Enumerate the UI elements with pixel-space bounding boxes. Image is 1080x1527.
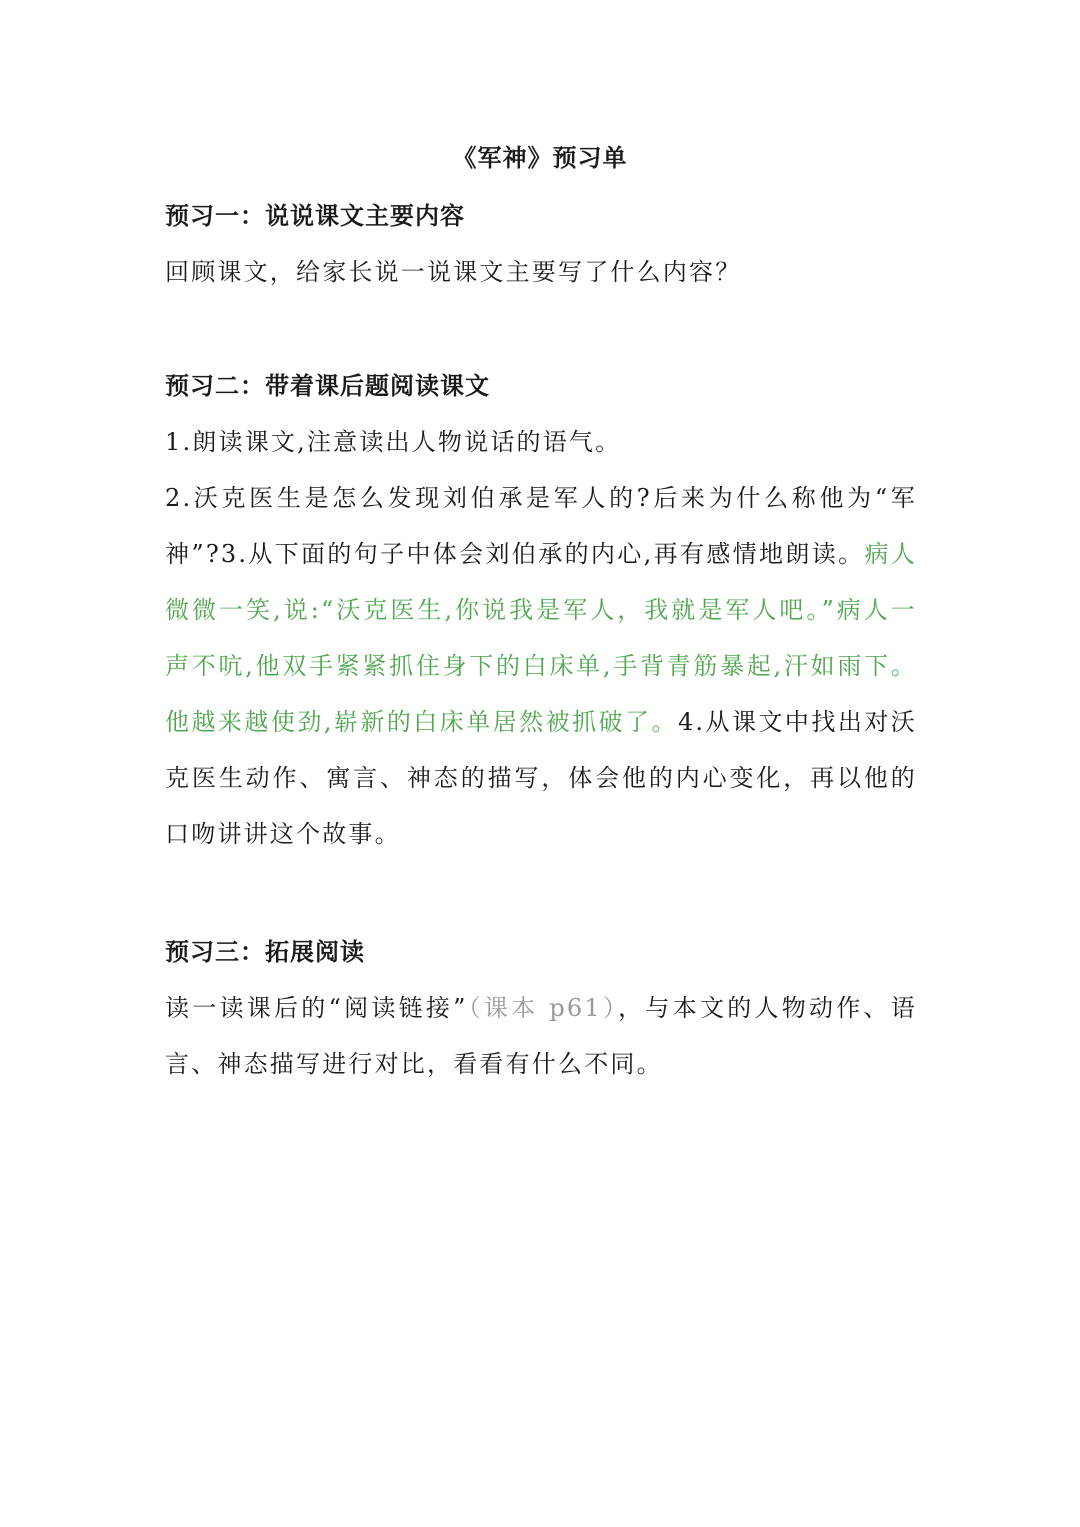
section3-body bbox=[165, 980, 917, 1092]
section3-text-a: 读一读课后的“阅读链接” bbox=[165, 994, 468, 1022]
section3-text-b: ，与本文的人物动作、语言、神态描写进行对比，看看有什么不同。 bbox=[165, 994, 917, 1078]
page-title: 《军神》预习单 bbox=[452, 143, 628, 172]
section1-heading: 预习一：说说课文主要内容 bbox=[165, 201, 465, 230]
section1-body: 回顾课文，给家长说一说课文主要写了什么内容？ bbox=[165, 258, 742, 286]
section3-heading: 预习三：拓展阅读 bbox=[165, 937, 365, 966]
textbook-reference: （课本 p61） bbox=[467, 994, 619, 1022]
section2-body bbox=[165, 470, 917, 862]
section2-item4: 4.从课文中找出对沃克医生动作、寓言、神态的描写，体会他的内心变化，再以他的口吻讲讲这个故事。 bbox=[165, 708, 917, 848]
section2-item2: 2.沃克医生是怎么发现刘伯承是军人的?后来为什么称他为“军神”?3.从下面的句子中体会刘伯承的内心,再有感情地朗读。 bbox=[165, 484, 917, 568]
green-quote: 病人微微一笑,说:“沃克医生,你说我是军人，我就是军人吧。”病人一声不吭,他双手紧紧抓住身下的白床单,手背青筋暴起,汗如雨下。他越来越使劲,崭新的白床单居然被抓破了。 bbox=[165, 540, 917, 736]
section2-item1: 1.朗读课文,注意读出人物说话的语气。 bbox=[165, 428, 622, 456]
section2-heading: 预习二：带着课后题阅读课文 bbox=[165, 371, 490, 400]
